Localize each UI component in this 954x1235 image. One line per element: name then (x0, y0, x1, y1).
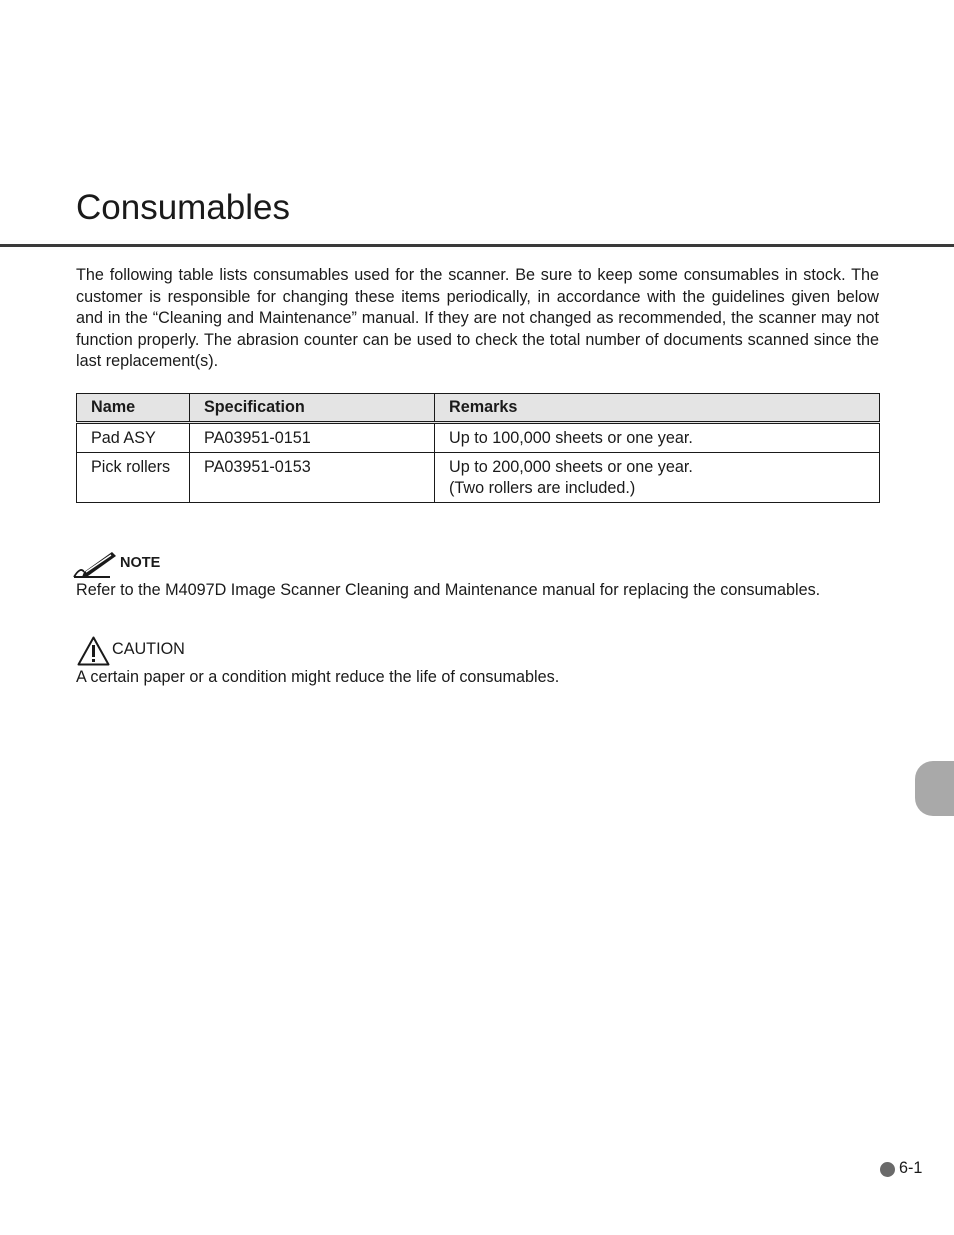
chapter-tab (915, 761, 954, 816)
cell-name: Pick rollers (77, 453, 190, 503)
cell-specification: PA03951-0153 (190, 453, 435, 503)
cell-remarks (435, 453, 880, 503)
caution-label: CAUTION (112, 640, 185, 658)
caution-text: A certain paper or a condition might reduce the life of consumables. (76, 668, 560, 686)
note-text: Refer to the M4097D Image Scanner Cleaning and Maintenance manual for replacing the consumables. (76, 581, 821, 599)
table-row (77, 423, 880, 453)
page-number-text: 6-1 (899, 1159, 923, 1177)
remarks-line: (Two rollers are included.) (449, 479, 636, 497)
intro-paragraph: The following table lists consumables used for the scanner. Be sure to keep some consumables in stock. The customer is responsible for changing these items periodically, in accordance with the guidelines given below and in the “Cleaning and Maintenance” manual. If they are not changed as recommended, the scanner may not function properly. The abrasion counter can be used to check the total number of documents scanned since the last replacement(s). (76, 266, 879, 371)
pen-note-icon (72, 550, 118, 580)
page-title: Consumables (76, 188, 290, 227)
header-remarks: Remarks (435, 394, 880, 423)
cell-name: Pad ASY (77, 423, 190, 453)
header-name: Name (77, 394, 190, 423)
remarks-line: Up to 200,000 sheets or one year. (449, 458, 693, 476)
header-specification: Specification (190, 394, 435, 423)
cell-remarks (435, 423, 880, 453)
title-divider (0, 244, 954, 247)
warning-triangle-icon (77, 636, 110, 666)
consumables-table (76, 393, 880, 503)
note-label: NOTE (120, 555, 161, 571)
table-row (77, 453, 880, 503)
cell-specification: PA03951-0151 (190, 423, 435, 453)
remarks-line: Up to 100,000 sheets or one year. (449, 429, 693, 447)
table-header-row (77, 394, 880, 423)
page-bullet-icon (880, 1162, 895, 1177)
